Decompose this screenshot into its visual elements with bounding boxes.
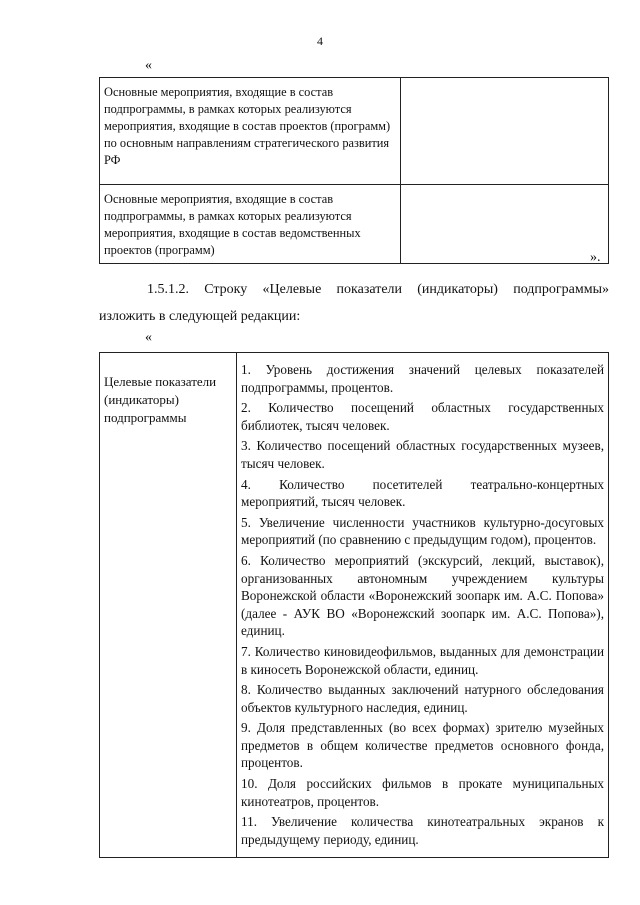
indicators-list [237, 353, 609, 858]
indicator-item: 4. Количество посетителей театрально-концертных мероприятий, тысяч человек. [241, 476, 604, 510]
table-cell-label: Основные мероприятия, входящие в состав подпрограммы, в рамках которых реализуются мероприятия, входящие в состав ведомственных проектов (программ) [100, 185, 401, 264]
table-row [100, 78, 609, 185]
indicators-label: Целевые показатели (индикаторы) подпрограммы [100, 353, 237, 858]
indicator-item: 3. Количество посещений областных государственных музеев, тысяч человек. [241, 438, 604, 471]
page-number: 4 [317, 34, 323, 48]
indicator-item: 2. Количество посещений областных государственных библиотек, тысяч человек. [241, 400, 604, 433]
table-row [100, 353, 609, 858]
indicator-item: 7. Количество киновидеофильмов, выданных для демонстрации в киносеть Воронежской области, единиц. [241, 643, 604, 677]
open-quote-2: « [145, 330, 152, 345]
indicator-item: 1. Уровень достижения значений целевых показателей подпрограммы, процентов. [241, 362, 604, 395]
amendment-paragraph: 1.5.1.2. Строку «Целевые показатели (индикаторы) подпрограммы» изложить в следующей редакции: [99, 282, 609, 324]
table-cell-empty [400, 185, 609, 264]
open-quote-1: « [145, 58, 152, 73]
table-cell-empty [400, 78, 609, 185]
indicator-item: 6. Количество мероприятий (экскурсий, лекций, выставок), организованных автономным учреждением культуры Воронежской области «Воронежский зоопарк им. А.С. Попова» (далее - АУК ВО «Воронежский зоопарк им. А.С. Попова»), единиц. [241, 552, 604, 639]
indicator-item: 10. Доля российских фильмов в прокате муниципальных кинотеатров, процентов. [241, 776, 604, 809]
subprogram-activities-table [99, 77, 609, 264]
close-quote: ». [590, 250, 601, 265]
table-row [100, 185, 609, 264]
indicator-item: 11. Увеличение количества кинотеатральных экранов к предыдущему периоду, единиц. [241, 814, 604, 847]
target-indicators-table [99, 352, 609, 858]
indicator-item: 9. Доля представленных (во всех формах) зрителю музейных предметов в общем количестве предметов основного фонда, процентов. [241, 720, 604, 771]
indicator-item: 8. Количество выданных заключений натурного обследования объектов культурного наследия, единиц. [241, 682, 604, 715]
indicator-item: 5. Увеличение численности участников культурно-досуговых мероприятий (по сравнению с предыдущим годом), процентов. [241, 514, 604, 548]
table-cell-label: Основные мероприятия, входящие в состав подпрограммы, в рамках которых реализуются мероприятия, входящие в состав проектов (программ) по основным направлениям стратегического развития РФ [100, 78, 401, 185]
